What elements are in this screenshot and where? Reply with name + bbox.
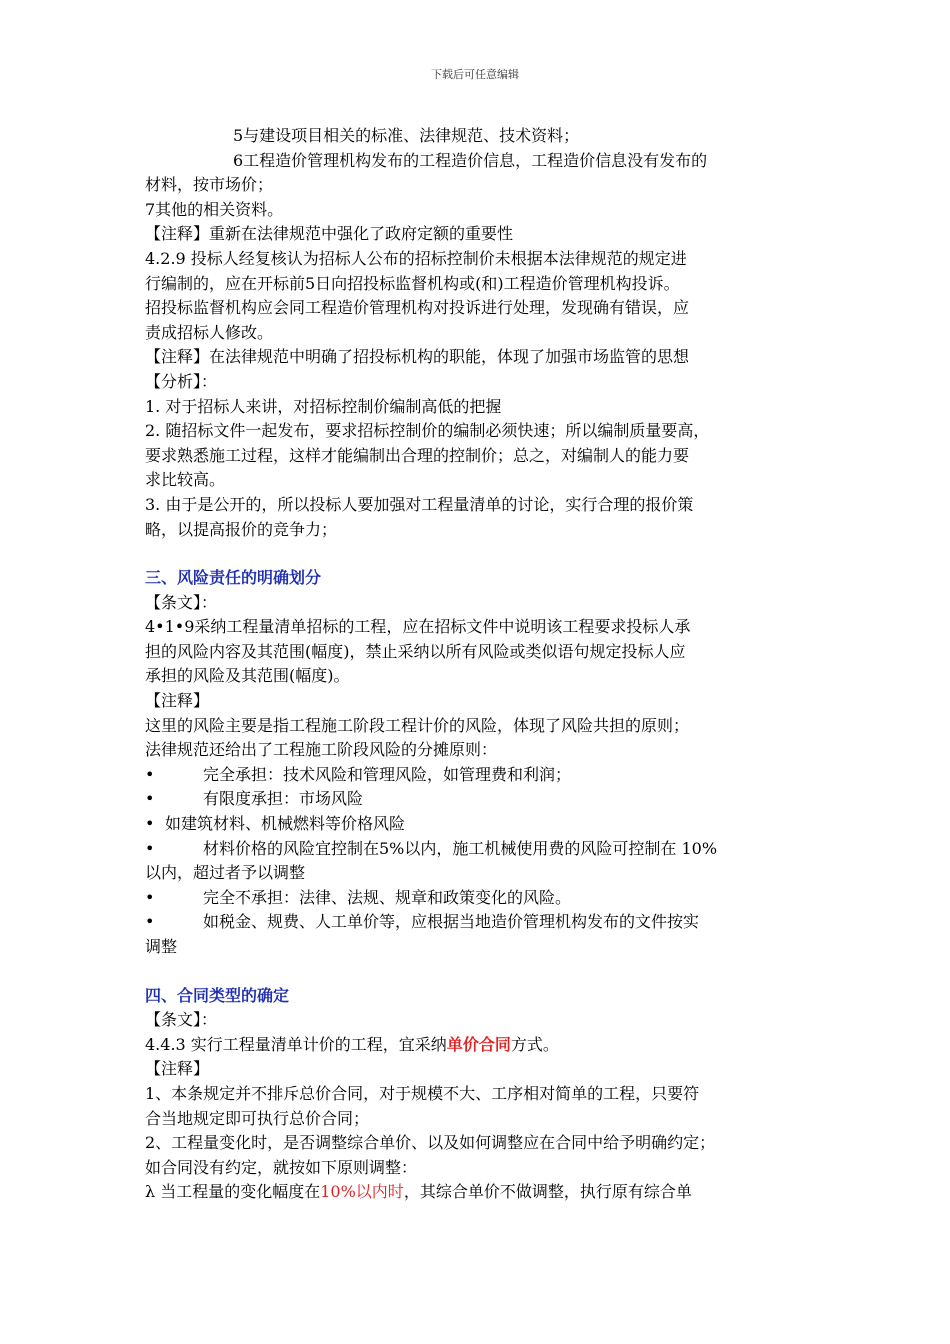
paragraph-line: 略，以提高报价的竞争力；	[145, 519, 338, 539]
clause-label: 【条文】：	[145, 1010, 218, 1030]
paragraph-line: 这里的风险主要是指工程施工阶段工程计价的风险，体现了风险共担的原则；	[145, 715, 690, 735]
annotation-line: 【注释】重新在法律规范中强化了政府定额的重要性	[145, 224, 514, 244]
bullet-item: • 材料价格的风险宜控制在5%以内，施工机械使用费的风险可控制在 10%	[145, 837, 815, 862]
paragraph-line: 4.2.9 投标人经复核认为招标人公布的招标控制价未根据本法律规范的规定进	[145, 248, 687, 268]
paragraph-line: λ 当工程量的变化幅度在10%以内时，其综合单价不做调整，执行原有综合单	[145, 1182, 692, 1202]
paragraph-line: 4•1•9采纳工程量清单招标的工程，应在招标文件中说明该工程要求投标人承	[145, 617, 691, 637]
paragraph-line: 招投标监督机构应会同工程造价管理机构对投诉进行处理，发现确有错误，应	[145, 298, 690, 318]
paragraph-line: 责成招标人修改。	[145, 322, 274, 342]
spacer	[145, 542, 815, 566]
list-item: 2. 随招标文件一起发布，要求招标控制价的编制必须快速；所以编制质量要高，	[145, 421, 710, 441]
paragraph-line: 如合同没有约定，就按如下原则调整：	[145, 1157, 418, 1177]
paragraph-line: 6工程造价管理机构发布的工程造价信息，工程造价信息没有发布的	[233, 150, 708, 170]
paragraph-line: 5与建设项目相关的标准、法律规范、技术资料；	[233, 126, 580, 145]
paragraph-line: 1、本条规定并不排斥总价合同，对于规模不大、工序相对简单的工程，只要符	[145, 1083, 700, 1103]
bullet-icon: •	[145, 887, 155, 907]
paragraph-line: 要求熟悉施工过程，这样才能编制出合理的控制价；总之，对编制人的能力要	[145, 445, 690, 465]
bullet-item: • 完全承担：技术风险和管理风险，如管理费和利润；	[145, 763, 815, 788]
bullet-icon: •	[145, 814, 155, 834]
paragraph-line: 7其他的相关资料。	[145, 199, 284, 219]
paragraph-line: 担的风险内容及其范围(幅度)，禁止采纳以所有风险或类似语句规定投标人应	[145, 641, 686, 661]
list-item: 1. 对于招标人来讲，对招标控制价编制高低的把握	[145, 396, 502, 416]
clause-label: 【条文】：	[145, 592, 218, 612]
highlight-ten-percent: 10%以内时	[320, 1182, 404, 1202]
analysis-label: 【分析】：	[145, 371, 218, 391]
page-header: 下载后可任意编辑	[431, 68, 519, 81]
paragraph-line: 2、工程量变化时，是否调整综合单价、以及如何调整应在合同中给予明确约定；	[145, 1133, 716, 1153]
bullet-icon: •	[145, 789, 155, 809]
highlight-unit-price-contract: 单价合同	[446, 1034, 511, 1054]
section-heading-risk: 三、风险责任的明确划分	[145, 568, 322, 588]
bullet-icon: •	[145, 838, 155, 858]
bullet-item: • 如税金、规费、人工单价等，应根据当地造价管理机构发布的文件按实	[145, 910, 815, 935]
paragraph-line: 材料，按市场价；	[145, 175, 274, 195]
spacer	[145, 960, 815, 984]
bullet-icon: •	[145, 764, 155, 784]
annotation-label: 【注释】	[145, 691, 210, 711]
paragraph-line: 承担的风险及其范围(幅度)。	[145, 666, 350, 686]
paragraph-line: 合当地规定即可执行总价合同；	[145, 1108, 370, 1128]
paragraph-line: 4.4.3 实行工程量清单计价的工程，宜采纳单价合同方式。	[145, 1034, 559, 1054]
list-item: 3. 由于是公开的，所以投标人要加强对工程量清单的讨论，实行合理的报价策	[145, 494, 694, 514]
paragraph-line: 调整	[145, 937, 178, 956]
paragraph-line: 行编制的，应在开标前5日向招投标监督机构或(和)工程造价管理机构投诉。	[145, 273, 680, 293]
bullet-item: • 完全不承担：法律、法规、规章和政策变化的风险。	[145, 886, 815, 911]
document-body	[145, 124, 815, 1205]
annotation-line: 【注释】在法律规范中明确了招投标机构的职能，体现了加强市场监管的思想	[145, 347, 690, 367]
paragraph-line: 求比较高。	[145, 470, 226, 490]
bullet-item: • 有限度承担：市场风险	[145, 787, 815, 812]
bullet-icon: •	[145, 912, 155, 932]
paragraph-line: 以内，超过者予以调整	[145, 863, 306, 883]
section-heading-contract: 四、合同类型的确定	[145, 985, 290, 1005]
bullet-item: • 如建筑材料、机械燃料等价格风险	[145, 812, 815, 837]
paragraph-line: 法律规范还给出了工程施工阶段风险的分摊原则：	[145, 740, 498, 760]
annotation-label: 【注释】	[145, 1059, 210, 1079]
